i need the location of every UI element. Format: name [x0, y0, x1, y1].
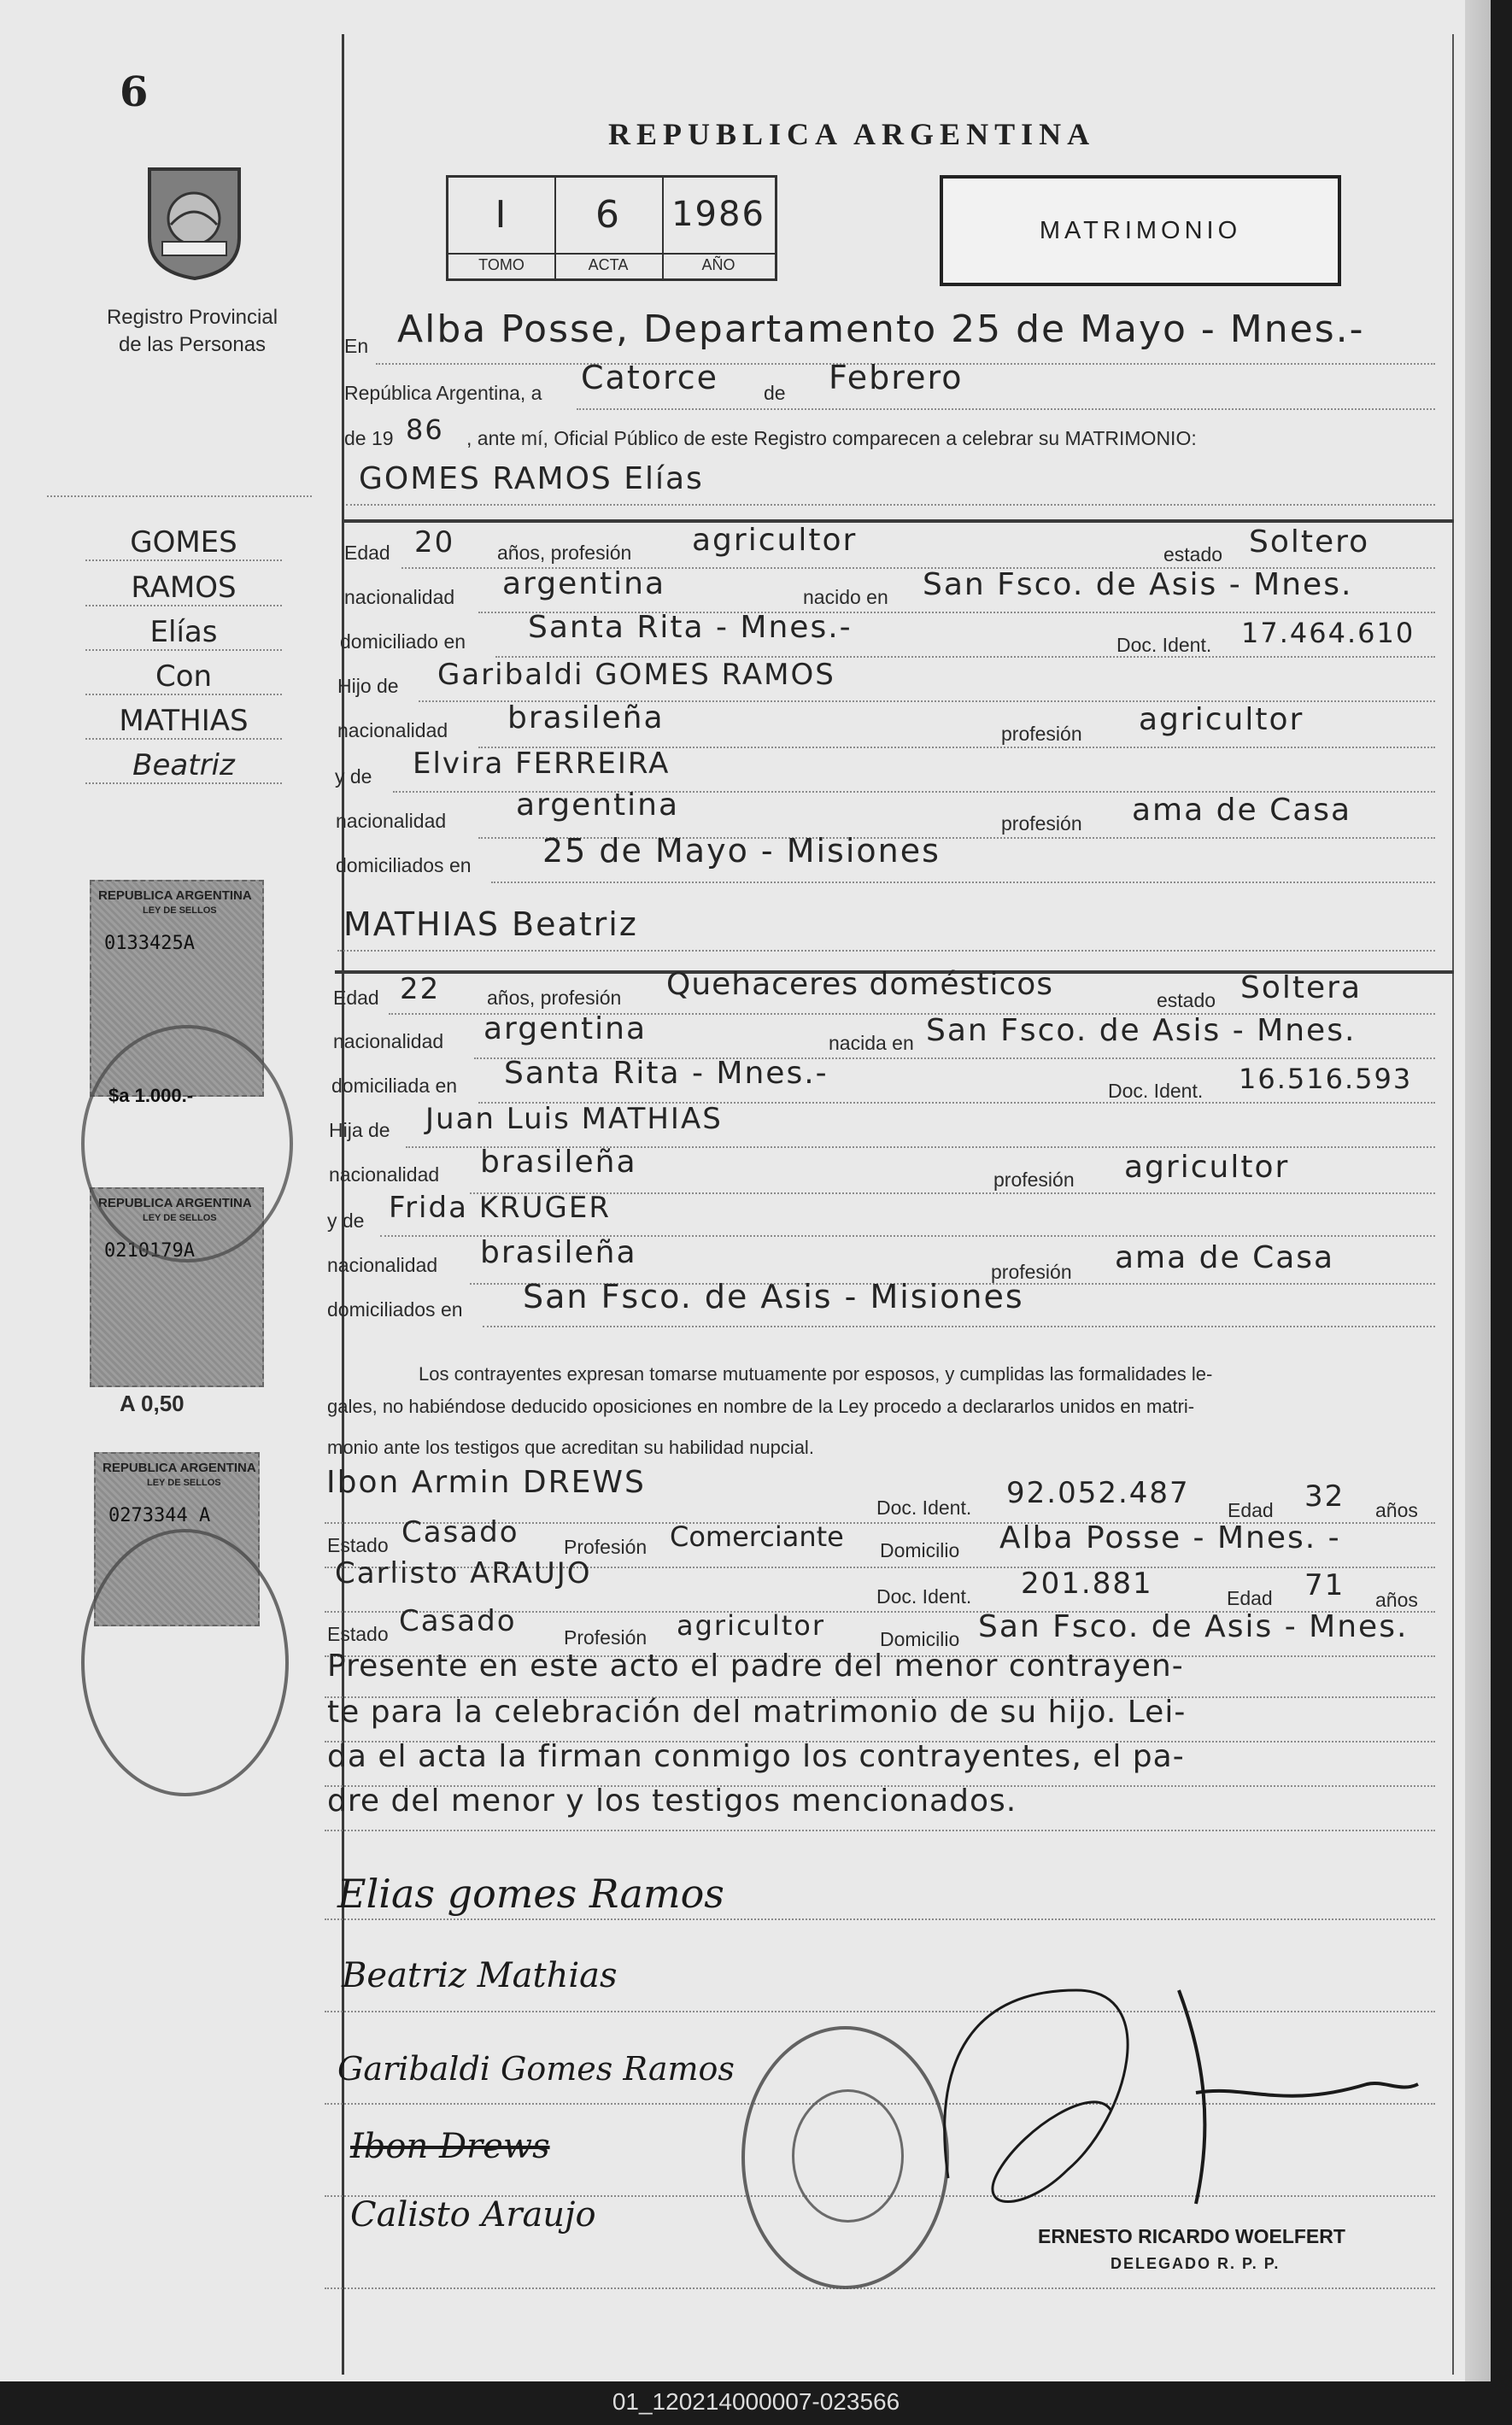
bride-domicile: Santa Rita - Mnes.- — [504, 1056, 829, 1091]
de-label: de — [764, 382, 786, 404]
bride-father: Juan Luis MATHIAS — [425, 1102, 723, 1136]
stamp-2-value: A 0,50 — [120, 1391, 185, 1416]
bride-mother-prof-label: profesión — [991, 1261, 1072, 1283]
witness-2-edad-label: Edad — [1227, 1587, 1273, 1609]
bride-mother-nat-label: nacionalidad — [327, 1254, 438, 1276]
groom-domiciliado-label: domiciliado en — [340, 630, 466, 653]
groom-edad-label: Edad — [344, 542, 390, 564]
section-rule-groom — [342, 519, 1454, 523]
bride-hija-label: Hija de — [329, 1119, 390, 1141]
signature-witness-2: Calisto Araujo — [350, 2195, 596, 2235]
year-suffix: 86 — [406, 413, 444, 446]
witness-1-age: 32 — [1304, 1479, 1345, 1514]
groom-mother-nationality: argentina — [516, 788, 680, 823]
bride-mother-nationality: brasileña — [480, 1235, 637, 1270]
bride-father-profession: agricultor — [1124, 1150, 1290, 1185]
witness-2-doc: 201.881 — [1021, 1567, 1153, 1601]
groom-yde-label: y de — [335, 765, 372, 788]
groom-mother-nat-label: nacionalidad — [336, 810, 447, 832]
groom-nationality: argentina — [502, 566, 666, 601]
groom-name: GOMES RAMOS Elías — [359, 461, 704, 496]
groom-father: Garibaldi GOMES RAMOS — [437, 658, 835, 692]
ano-label: AÑO — [662, 253, 775, 274]
bride-name: MATHIAS Beatriz — [343, 905, 638, 943]
registry-line-1: Registro Provincial — [106, 306, 278, 329]
tomo-acta-ano-box — [446, 175, 777, 281]
notes-line-1: Presente en este acto el padre del menor contrayen- — [327, 1649, 1184, 1684]
groom-anos-profesion-label: años, profesión — [497, 542, 632, 564]
groom-doc: 17.464.610 — [1241, 617, 1415, 649]
margin-name-3: Elías — [85, 615, 282, 651]
revenue-stamp-2: REPUBLICA ARGENTINA LEY DE SELLOS 0210179A — [90, 1187, 264, 1387]
declaration-line-3: monio ante los testigos que acreditan su habilidad nupcial. — [327, 1437, 814, 1458]
declaration-line-1: Los contrayentes expresan tomarse mutuamente por esposos, y cumplidas las formalidades le- — [419, 1363, 1213, 1385]
bride-doc-label: Doc. Ident. — [1108, 1080, 1204, 1102]
witness-2-doc-label: Doc. Ident. — [876, 1585, 972, 1608]
page-number: 6 — [120, 68, 149, 116]
day: Catorce — [581, 359, 719, 396]
right-border — [1452, 34, 1454, 2375]
signature-witness-1: Ibon Drews — [350, 2127, 550, 2166]
bride-doc: 16.516.593 — [1239, 1063, 1413, 1095]
witness-1-estado-label: Estado — [327, 1534, 389, 1556]
notes-line-2: te para la celebración del matrimonio de su hijo. Lei- — [327, 1695, 1187, 1730]
tomo-label: TOMO — [448, 253, 554, 274]
declaration-line-2: gales, no habiéndose deducido oposiciones en nombre de la Ley procedo a declararlos unidos en matri- — [327, 1396, 1195, 1417]
tomo-value: I — [495, 193, 508, 237]
groom-age: 20 — [414, 525, 455, 559]
bride-father-nationality: brasileña — [480, 1145, 637, 1180]
intro-statement: , ante mí, Oficial Público de este Registro comparecen a celebrar su MATRIMONIO: — [466, 427, 1197, 449]
groom-domiciliados-label: domiciliados en — [336, 854, 472, 876]
ano-value: 1986 — [671, 195, 765, 234]
groom-mother-profession: ama de Casa — [1132, 793, 1352, 828]
bride-yde-label: y de — [327, 1210, 365, 1232]
groom-nat-label: nacionalidad — [344, 586, 455, 608]
bride-birthplace: San Fsco. de Asis - Mnes. — [926, 1013, 1357, 1048]
witness-1-profession: Comerciante — [670, 1520, 844, 1553]
notes-line-3: da el acta la firman conmigo los contrayentes, el pa- — [327, 1739, 1185, 1774]
witness-2-profession: agricultor — [677, 1609, 826, 1642]
witness-1-name: Ibon Armin DREWS — [326, 1465, 646, 1500]
groom-doc-label: Doc. Ident. — [1116, 634, 1212, 656]
signature-bride: Beatriz Mathias — [342, 1956, 618, 1995]
signature-groom-father: Garibaldi Gomes Ramos — [337, 2050, 735, 2088]
image-identifier: 01_120214000007-023566 — [612, 2388, 900, 2415]
bride-civil-status: Soltera — [1240, 970, 1363, 1005]
acta-label: ACTA — [554, 253, 662, 274]
witness-1-domicile: Alba Posse - Mnes. - — [999, 1520, 1341, 1555]
revenue-stamp-3: REPUBLICA ARGENTINA LEY DE SELLOS 0273344 A — [94, 1452, 260, 1626]
official-name: ERNESTO RICARDO WOELFERT — [1038, 2225, 1345, 2247]
margin-name-6: Beatriz — [85, 748, 282, 784]
country-title: REPUBLICA ARGENTINA — [608, 117, 1096, 151]
witness-2-profesion-label: Profesión — [564, 1626, 648, 1649]
groom-father-nationality: brasileña — [507, 700, 665, 735]
groom-father-nat-label: nacionalidad — [337, 719, 448, 741]
witness-1-doc: 92.052.487 — [1006, 1476, 1190, 1510]
official-signature — [923, 1956, 1435, 2229]
bride-parents-domicile: San Fsco. de Asis - Misiones — [523, 1278, 1024, 1315]
year-prefix: de 19 — [344, 427, 394, 449]
margin-line — [47, 495, 312, 497]
bride-domiciliada-label: domiciliada en — [331, 1075, 458, 1097]
witness-1-domicilio-label: Domicilio — [880, 1539, 960, 1561]
groom-hijo-label: Hijo de — [337, 675, 399, 697]
bride-father-prof-label: profesión — [993, 1169, 1075, 1191]
bride-domiciliados-label: domiciliados en — [327, 1298, 463, 1321]
signature-groom: Elias gomes Ramos — [337, 1871, 724, 1917]
witness-2-domicile: San Fsco. de Asis - Mnes. — [978, 1609, 1409, 1644]
witness-1-profesion-label: Profesión — [564, 1536, 648, 1558]
bride-nat-label: nacionalidad — [333, 1030, 444, 1052]
round-seal-left-2 — [81, 1529, 289, 1796]
witness-2-age: 71 — [1304, 1568, 1345, 1602]
witness-2-domicilio-label: Domicilio — [880, 1628, 960, 1650]
bride-nationality: argentina — [483, 1011, 648, 1046]
groom-nacido-label: nacido en — [803, 586, 888, 608]
bride-father-nat-label: nacionalidad — [329, 1163, 440, 1186]
acta-value: 6 — [595, 193, 621, 237]
groom-father-profession: agricultor — [1139, 702, 1304, 737]
witness-2-estado-label: Estado — [327, 1623, 389, 1645]
place: Alba Posse, Departamento 25 de Mayo - Mnes.- — [397, 308, 1365, 351]
groom-civil-status: Soltero — [1249, 524, 1370, 559]
official-round-seal — [741, 2026, 949, 2289]
groom-domicile: Santa Rita - Mnes.- — [528, 610, 853, 645]
margin-name-1: GOMES — [85, 525, 282, 561]
witness-1-status: Casado — [401, 1515, 519, 1549]
margin-name-4: Con — [85, 659, 282, 695]
act-type: MATRIMONIO — [1039, 217, 1242, 244]
round-seal-left-1 — [81, 1025, 293, 1262]
witness-1-edad-label: Edad — [1228, 1499, 1274, 1521]
revenue-stamp-1: REPUBLICA ARGENTINA LEY DE SELLOS 0133425A $a 1.000.- — [90, 880, 264, 1097]
bride-mother-profession: ama de Casa — [1115, 1240, 1335, 1275]
bride-estado-label: estado — [1157, 989, 1216, 1011]
registry-line-2: de las Personas — [118, 333, 267, 356]
witness-1-anos-label: años — [1375, 1499, 1418, 1521]
witness-2-name: Carlisto ARAUJO — [335, 1556, 592, 1590]
bride-nacida-label: nacida en — [829, 1032, 914, 1054]
witness-2-status: Casado — [399, 1604, 517, 1638]
bride-age: 22 — [400, 972, 441, 1006]
margin-name-2: RAMOS — [85, 571, 282, 606]
official-title: DELEGADO R. P. P. — [1111, 2255, 1281, 2272]
notes-line-4: dre del menor y los testigos mencionados. — [327, 1784, 1017, 1819]
bride-edad-label: Edad — [333, 987, 379, 1009]
groom-father-prof-label: profesión — [1001, 723, 1082, 745]
bride-anos-profesion-label: años, profesión — [487, 987, 622, 1009]
en-label: En — [344, 335, 369, 357]
month: Febrero — [829, 359, 964, 396]
groom-estado-label: estado — [1163, 543, 1223, 565]
act-type-box — [940, 175, 1341, 286]
provincial-coat-of-arms — [141, 161, 248, 280]
groom-profession: agricultor — [692, 523, 858, 558]
republica-label: República Argentina, a — [344, 382, 542, 404]
groom-mother-prof-label: profesión — [1001, 812, 1082, 835]
groom-birthplace: San Fsco. de Asis - Mnes. — [923, 567, 1353, 602]
bride-profession: Quehaceres domésticos — [666, 967, 1054, 1002]
witness-2-anos-label: años — [1375, 1589, 1418, 1611]
groom-parents-domicile: 25 de Mayo - Misiones — [542, 832, 941, 870]
witness-1-doc-label: Doc. Ident. — [876, 1497, 972, 1519]
bride-mother: Frida KRUGER — [389, 1191, 611, 1225]
groom-mother: Elvira FERREIRA — [413, 747, 671, 781]
margin-name-5: MATHIAS — [85, 704, 282, 740]
